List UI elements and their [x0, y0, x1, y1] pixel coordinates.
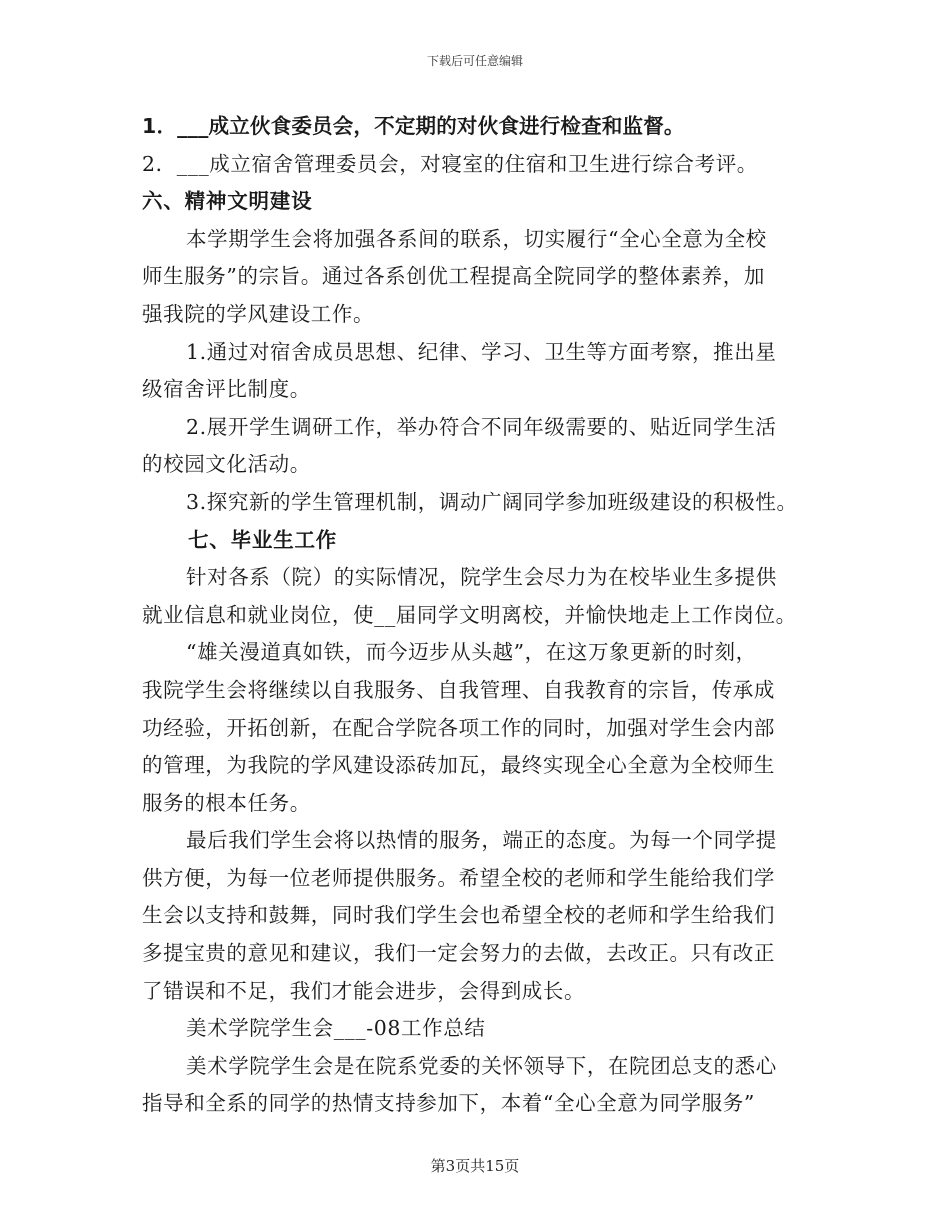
paragraph-line: 我院学生会将继续以自我服务、自我管理、自我教育的宗旨，传承成: [142, 677, 775, 702]
document-body: [142, 108, 808, 1123]
paragraph-line: 服务的根本任务。: [142, 790, 311, 815]
paragraph-line: 生会以支持和鼓舞，同时我们学生会也希望全校的老师和学生给我们: [142, 903, 775, 928]
paragraph-line: 师生服务”的宗旨。通过各系创优工程提高全院同学的整体素养，加: [142, 264, 765, 289]
paragraph-line: 供方便，为每一位老师提供服务。希望全校的老师和学生能给我们学: [142, 865, 775, 890]
paragraph-line: 功经验，开拓创新，在配合学院各项工作的同时，加强对学生会内部: [142, 715, 775, 740]
paragraph-line: 1.通过对宿舍成员思想、纪律、学习、卫生等方面考察，推出星: [186, 339, 777, 364]
paragraph-line: 多提宝贵的意见和建议，我们一定会努力的去做，去改正。只有改正: [142, 941, 775, 966]
paragraph-line: 最后我们学生会将以热情的服务，端正的态度。为每一个同学提: [186, 828, 777, 853]
paragraph-line: 了错误和不足，我们才能会进步，会得到成长。: [142, 978, 586, 1003]
paragraph-line: 的管理，为我院的学风建设添砖加瓦，最终实现全心全意为全校师生: [142, 753, 775, 778]
paragraph-line: 本学期学生会将加强各系间的联系，切实履行“全心全意为全校: [186, 226, 767, 251]
paragraph-line: 2.展开学生调研工作，举办符合不同年级需要的、贴近同学生活: [186, 414, 777, 439]
paragraph-line: 3.探究新的学生管理机制，调动广阔同学参加班级建设的积极性。: [186, 489, 798, 514]
paragraph-line: 的校园文化活动。: [142, 452, 311, 477]
section-heading-7: 七、毕业生工作: [188, 527, 338, 552]
paragraph-line: 级宿舍评比制度。: [142, 377, 311, 402]
page-footer: 第3页共15页: [430, 1157, 520, 1175]
paragraph-line: 针对各系（院）的实际情况，院学生会尽力为在校毕业生多提供: [186, 565, 777, 590]
paragraph-line: 美术学院学生会是在院系党委的关怀领导下，在院团总支的悉心: [186, 1053, 777, 1078]
list-item-dorm-committee: 2．___成立宿舍管理委员会，对寝室的住宿和卫生进行综合考评。: [142, 151, 758, 176]
paragraph-line: 强我院的学风建设工作。: [142, 301, 375, 326]
paragraph-line: “雄关漫道真如铁，而今迈步从头越”，在这万象更新的时刻，: [186, 640, 757, 665]
section-heading-6: 六、精神文明建设: [142, 189, 313, 214]
paragraph-line: 就业信息和就业岗位，使__届同学文明离校，并愉快地走上工作岗位。: [142, 602, 797, 627]
paragraph-line: 指导和全系的同学的热情支持参加下，本着“全心全意为同学服务”: [142, 1091, 755, 1116]
document-subtitle: 美术学院学生会___-08工作总结: [186, 1016, 486, 1041]
page-header: 下载后可任意编辑: [426, 54, 523, 68]
list-item-canteen-committee: 1．___成立伙食委员会，不定期的对伙食进行检查和监督。: [142, 114, 685, 138]
